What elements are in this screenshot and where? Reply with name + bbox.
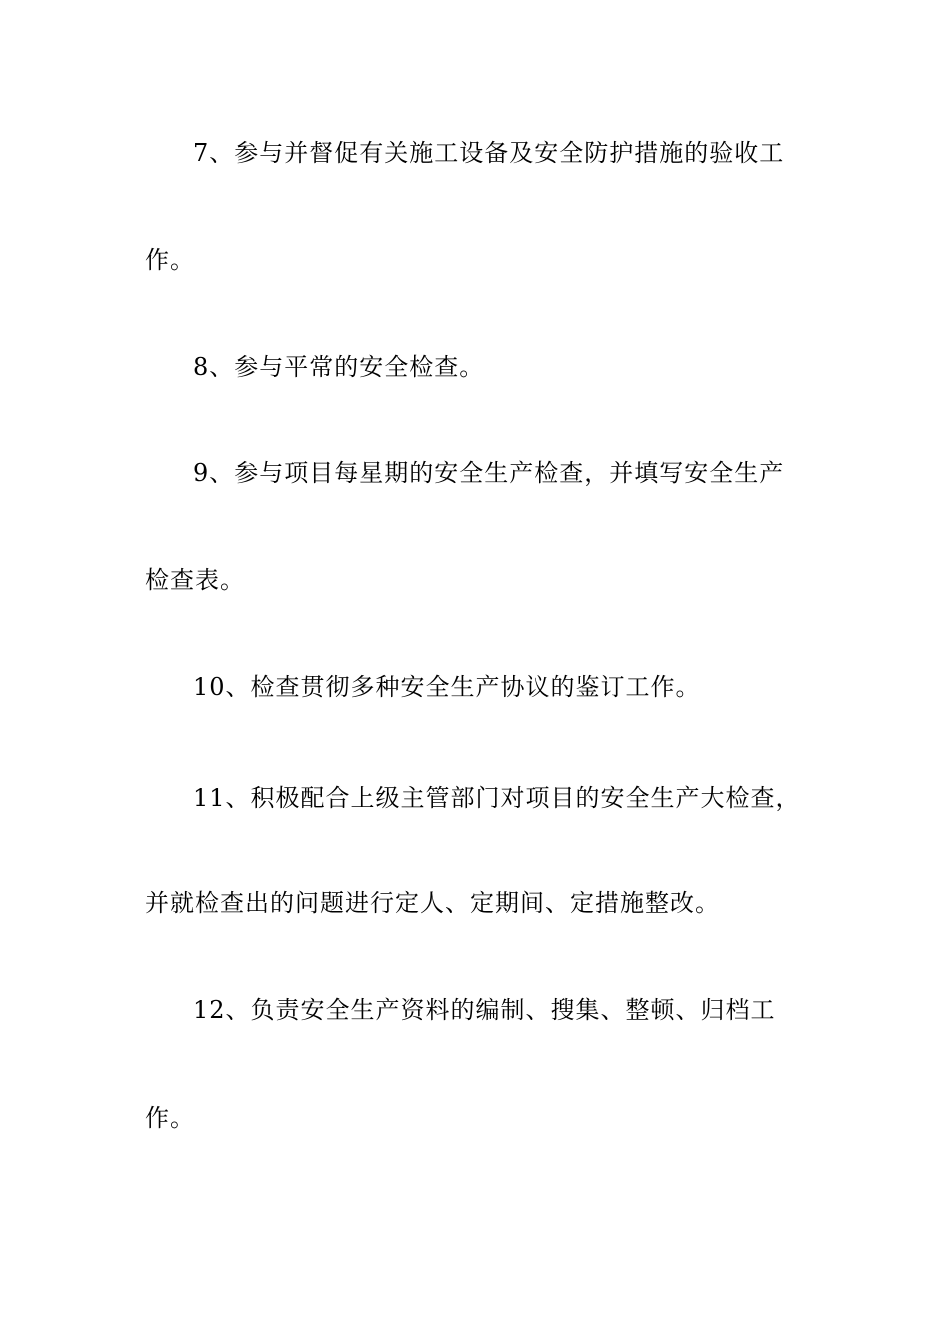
item-7-line-2: 作。 <box>145 246 195 274</box>
item-11-line-1: 11、积极配合上级主管部门对项目的安全生产大检查， <box>193 784 801 812</box>
item-8-line-1: 8、参与平常的安全检查。 <box>193 353 485 381</box>
item-11-line-2: 并就检查出的问题进行定人、定期间、定措施整改。 <box>145 889 720 917</box>
item-7-line-1: 7、参与并督促有关施工设备及安全防护措施的验收工 <box>193 139 785 167</box>
item-9-line-2: 检查表。 <box>145 566 245 594</box>
item-9-line-1: 9、参与项目每星期的安全生产检查，并填写安全生产 <box>193 459 785 487</box>
item-12-line-2: 作。 <box>145 1104 195 1132</box>
item-10-line-1: 10、检查贯彻多种安全生产协议的鉴订工作。 <box>193 673 701 701</box>
item-12-line-1: 12、负责安全生产资料的编制、搜集、整顿、归档工 <box>193 996 776 1024</box>
